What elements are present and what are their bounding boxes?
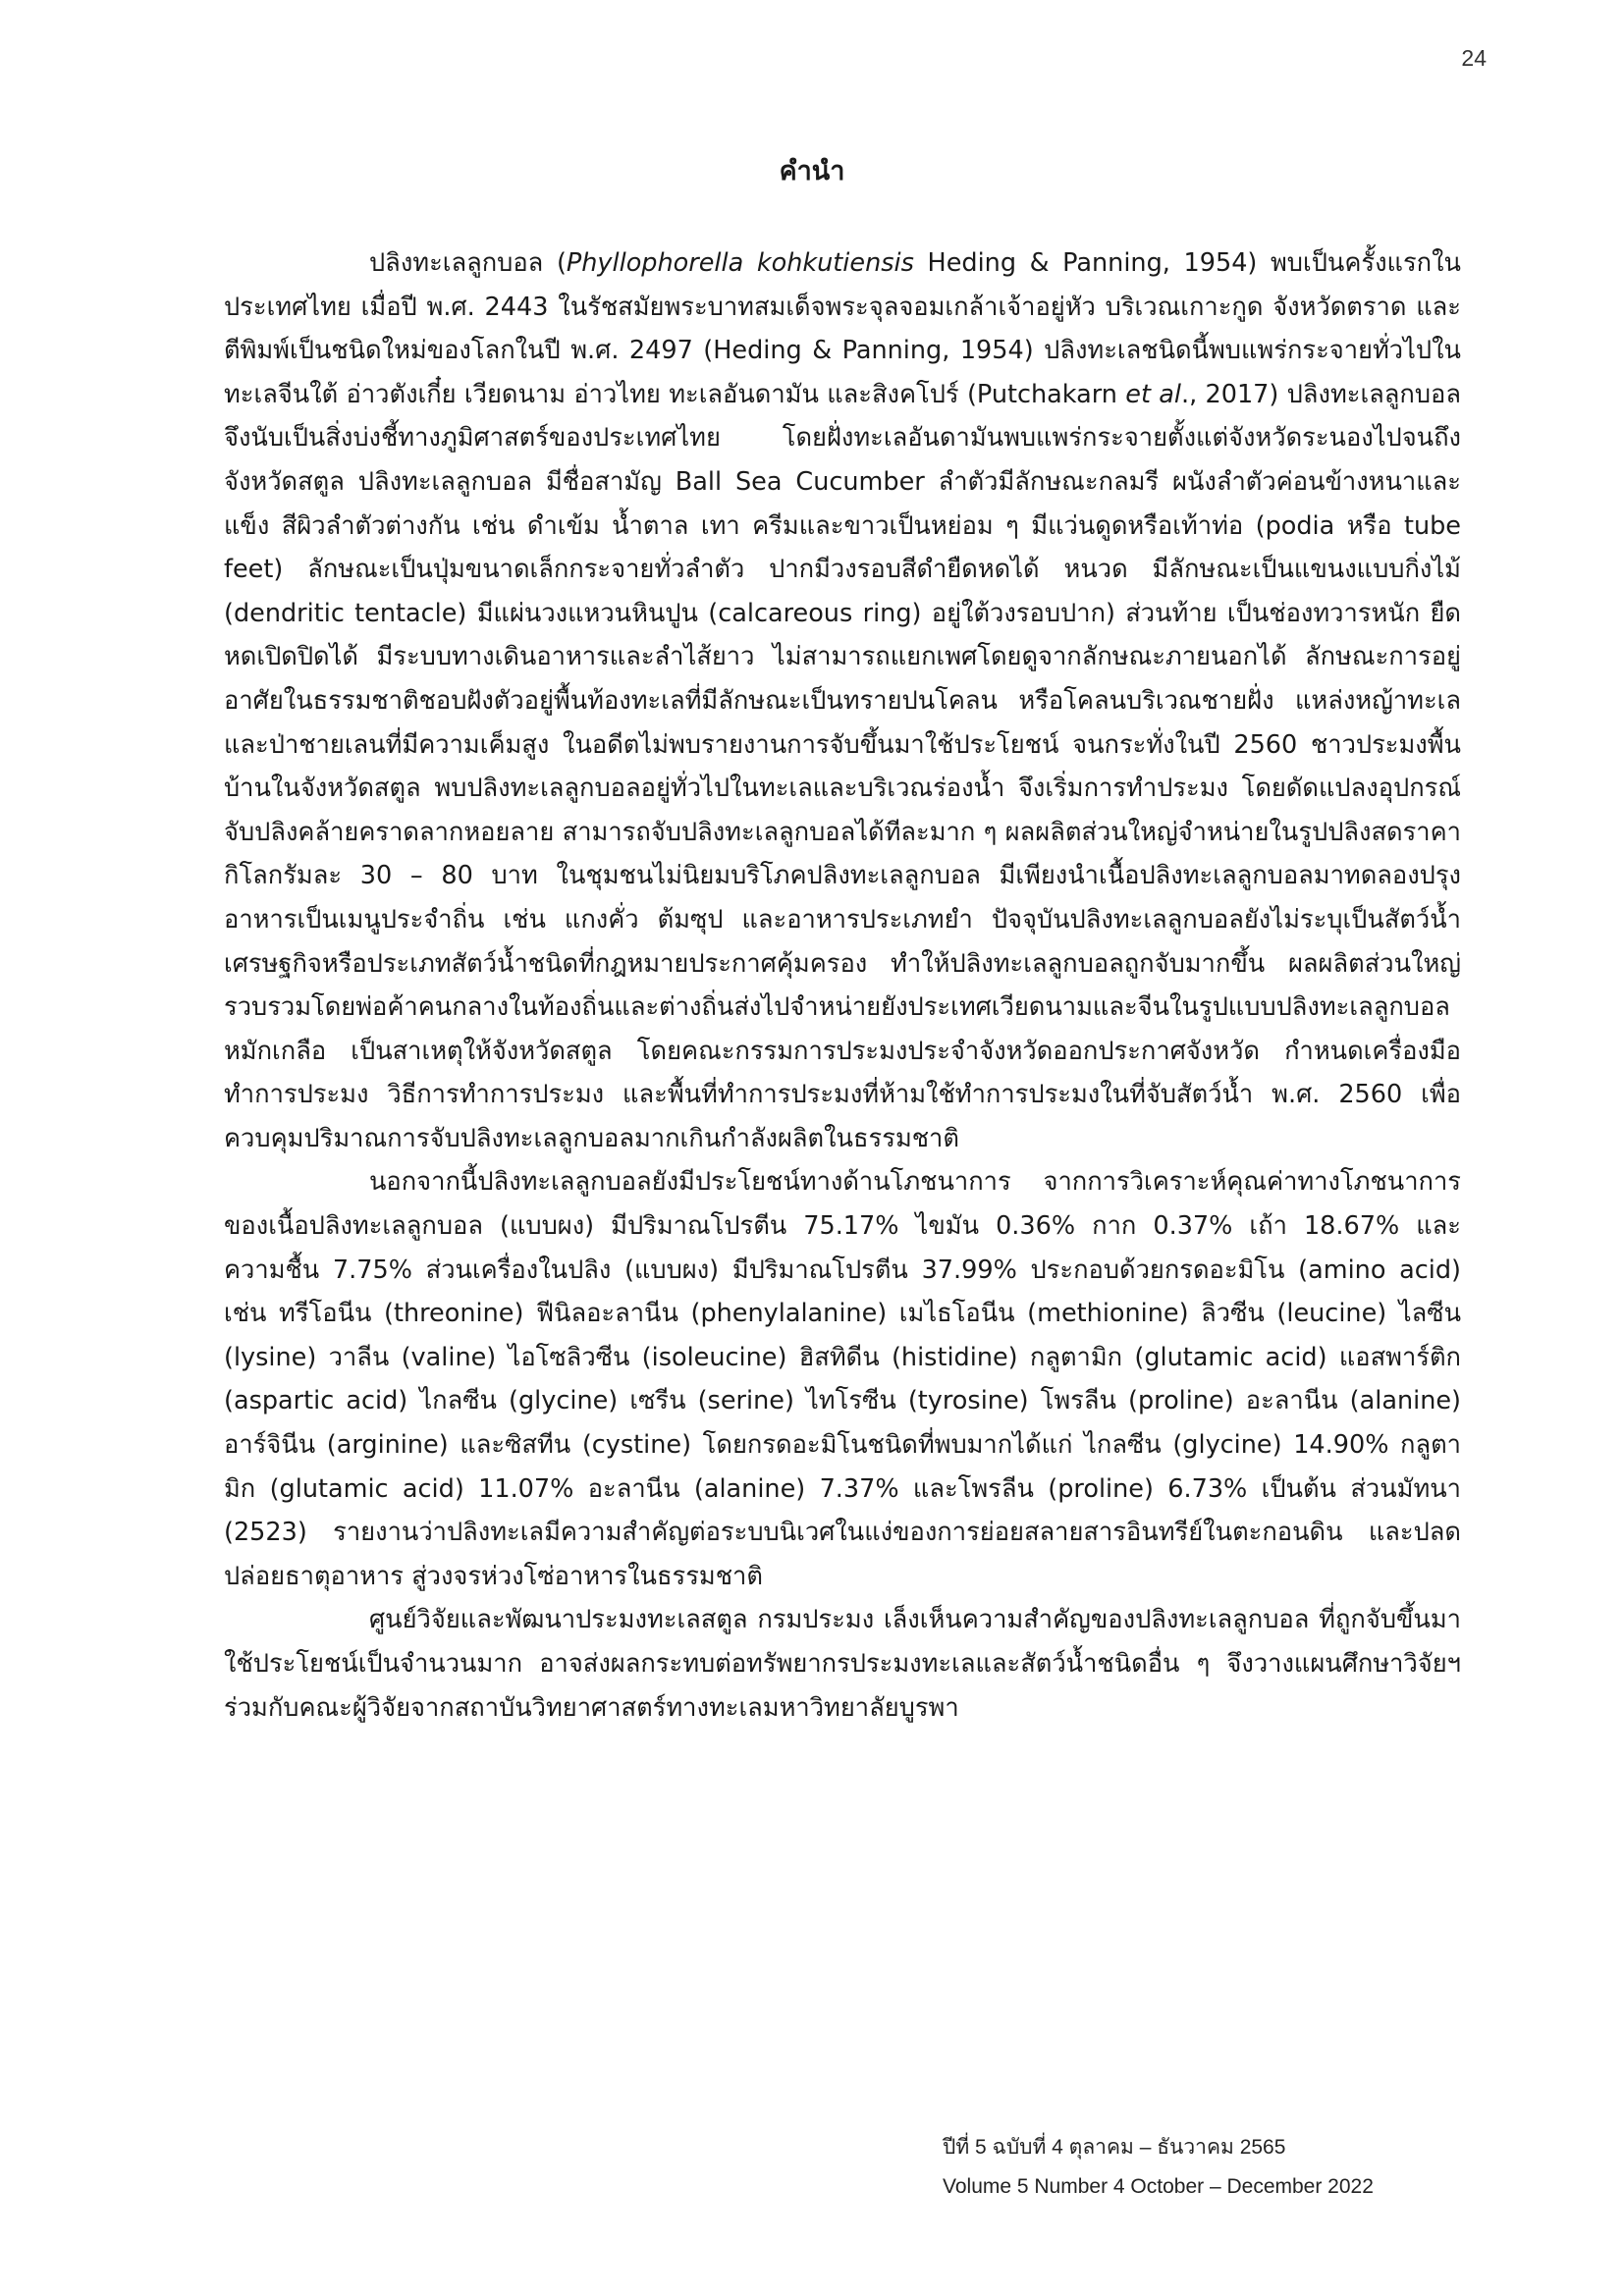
journal-footer — [943, 2128, 1374, 2207]
paragraph-1 — [224, 241, 1461, 1160]
paragraph-1-text-b: Heding & Panning, 1954) พบเป็นครั้งแรกในประเทศไทย เมื่อปี พ.ศ. 2443 ในรัชสมัยพระบาทสมเด็จพระจุลจอมเกล้าเจ้าอยู่หัว บริเวณเกาะกูด จังหวัดตราด และตีพิมพ์เป็นชนิดใหม่ของโลกในปี พ.ศ. 2497 (Heding & Panning, 1954) ปลิงทะเลชนิดนี้พบแพร่กระจายทั่วไปในทะเลจีนใต้ อ่าวตังเกี๋ย เวียดนาม อ่าวไทย ทะเลอันดามัน และสิงคโปร์ (Putchakarn — [224, 248, 1461, 409]
paragraph-2: นอกจากนี้ปลิงทะเลลูกบอลยังมีประโยชน์ทางด้านโภชนาการ จากการวิเคราะห์คุณค่าทางโภชนาการของเนื้อปลิงทะเลลูกบอล (แบบผง) มีปริมาณโปรตีน 75.17% ไขมัน 0.36% กาก 0.37% เถ้า 18.67% และความชื้น 7.75% ส่วนเครื่องในปลิง (แบบผง) มีปริมาณโปรตีน 37.99% ประกอบด้วยกรดอะมิโน (amino acid) เช่น ทรีโอนีน (threonine) ฟีนิลอะลานีน (phenylalanine) เมไธโอนีน (methionine) ลิวซีน (leucine) ไลซีน (lysine) วาลีน (valine) ไอโซลิวซีน (isoleucine) ฮิสทิดีน (histidine) กลูตามิก (glutamic acid) แอสพาร์ติก (aspartic acid) ไกลซีน (glycine) เซรีน (serine) ไทโรซีน (tyrosine) โพรลีน (proline) อะลานีน (alanine) อาร์จินีน (arginine) และซิสทีน (cystine) โดยกรดอะมิโนชนิดที่พบมากได้แก่ ไกลซีน (glycine) 14.90% กลูตามิก (glutamic acid) 11.07% อะลานีน (alanine) 7.37% และโพรลีน (proline) 6.73% เป็นต้น ส่วนมัทนา (2523) รายงานว่าปลิงทะเลมีความสำคัญต่อระบบนิเวศในแง่ของการย่อยสลายสารอินทรีย์ในตะกอนดิน และปลดปล่อยธาตุอาหาร สู่วงจรห่วงโซ่อาหารในธรรมชาติ — [224, 1167, 1461, 1591]
footer-issue-thai: ปีที่ 5 ฉบับที่ 4 ตุลาคม – ธันวาคม 2565 — [943, 2136, 1286, 2159]
paragraph-3: ศูนย์วิจัยและพัฒนาประมงทะเลสตูล กรมประมง เล็งเห็นความสำคัญของปลิงทะเลลูกบอล ที่ถูกจับขึ้นมาใช้ประโยชน์เป็นจำนวนมาก อาจส่งผลกระทบต่อทรัพยากรประมงทะเลและสัตว์น้ำชนิดอื่น ๆ จึงวางแผนศึกษาวิจัยฯร่วมกับคณะผู้วิจัยจากสถาบันวิทยาศาสตร์ทางทะเลมหาวิทยาลัยบูรพา — [224, 1605, 1461, 1723]
paragraph-1-text-a: ปลิงทะเลลูกบอล ( — [369, 248, 567, 278]
species-name: Phyllophorella kohkutiensis — [566, 248, 914, 278]
section-title: คำนำ — [779, 156, 845, 187]
body-text — [224, 241, 1461, 1730]
citation-et-al: et al — [1125, 379, 1181, 409]
paragraph-1-text-c: ., 2017) ปลิงทะเลลูกบอลจึงนับเป็นสิ่งบ่งชี้ทางภูมิศาสตร์ของประเทศไทย โดยฝั่งทะเลอันดามันพบแพร่กระจายตั้งแต่จังหวัดระนองไปจนถึงจังหวัดสตูล ปลิงทะเลลูกบอล มีชื่อสามัญ Ball Sea Cucumber ลำตัวมีลักษณะกลมรี ผนังลำตัวค่อนข้างหนาและแข็ง สีผิวลำตัวต่างกัน เช่น ดำเข้ม น้ำตาล เทา ครีมและขาวเป็นหย่อม ๆ มีแว่นดูดหรือเท้าท่อ (podia หรือ tube feet) ลักษณะเป็นปุ่มขนาดเล็กกระจายทั่วลำตัว ปากมีวงรอบสีดำยืดหดได้ หนวด มีลักษณะเป็นแขนงแบบกิ่งไม้ (dendritic tentacle) มีแผ่นวงแหวนหินปูน (calcareous ring) อยู่ใต้วงรอบปาก) ส่วนท้าย เป็นช่องทวารหนัก ยืดหดเปิดปิดได้ มีระบบทางเดินอาหารและลำไส้ยาว ไม่สามารถแยกเพศโดยดูจากลักษณะภายนอกได้ ลักษณะการอยู่อาศัยในธรรมชาติชอบฝังตัวอยู่พื้นท้องทะเลที่มีลักษณะเป็นทรายปนโคลน หรือโคลนบริเวณชายฝั่ง แหล่งหญ้าทะเลและป่าชายเลนที่มีความเค็มสูง ในอดีตไม่พบรายงานการจับขึ้นมาใช้ประโยชน์ จนกระทั่งในปี 2560 ชาวประมงพื้นบ้านในจังหวัดสตูล พบปลิงทะเลลูกบอลอยู่ทั่วไปในทะเลและบริเวณร่องน้ำ จึงเริ่มการทำประมง โดยดัดแปลงอุปกรณ์จับปลิงคล้ายคราดลากหอยลาย สามารถจับปลิงทะเลลูกบอลได้ทีละมาก ๆ ผลผลิตส่วนใหญ่จำหน่ายในรูปปลิงสดราคากิโลกรัมละ 30 – 80 บาท ในชุมชนไม่นิยมบริโภคปลิงทะเลลูกบอล มีเพียงนำเนื้อปลิงทะเลลูกบอลมาทดลองปรุงอาหารเป็นเมนูประจำถิ่น เช่น แกงคั่ว ต้มซุป และอาหารประเภทยำ ปัจจุบันปลิงทะเลลูกบอลยังไม่ระบุเป็นสัตว์น้ำเศรษฐกิจหรือประเภทสัตว์น้ำชนิดที่กฎหมายประกาศคุ้มครอง ทำให้ปลิงทะเลลูกบอลถูกจับมากขึ้น ผลผลิตส่วนใหญ่รวบรวมโดยพ่อค้าคนกลางในท้องถิ่นและต่างถิ่นส่งไปจำหน่ายยังประเทศเวียดนามและจีนในรูปแบบปลิงทะเลลูกบอลหมักเกลือ เป็นสาเหตุให้จังหวัดสตูล โดยคณะกรรมการประมงประจำจังหวัดออกประกาศจังหวัด กำหนดเครื่องมือทำการประมง วิธีการทำการประมง และพื้นที่ทำการประมงที่ห้ามใช้ทำการประมงในที่จับสัตว์น้ำ พ.ศ. 2560 เพื่อควบคุมปริมาณการจับปลิงทะเลลูกบอลมากเกินกำลังผลิตในธรรมชาติ — [224, 379, 1461, 1153]
page-number: 24 — [1461, 45, 1487, 71]
footer-issue-english: Volume 5 Number 4 October – December 2022 — [943, 2175, 1374, 2198]
